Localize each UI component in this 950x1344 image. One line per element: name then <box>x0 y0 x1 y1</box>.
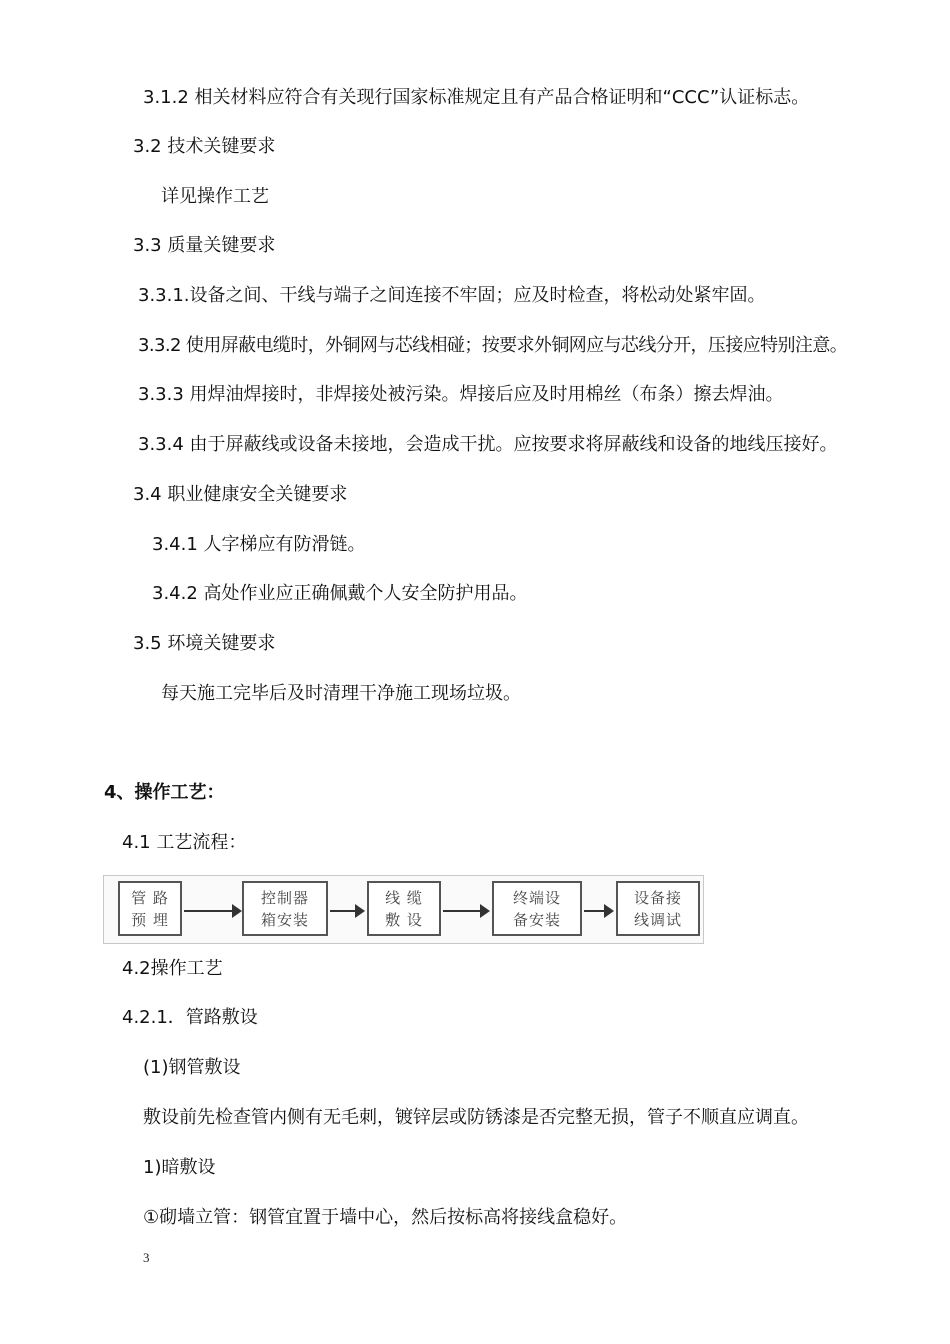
flow-step-wiring-debug: 设备接线调试 <box>616 881 700 936</box>
clause-3-3-3: 3.3.3 用焊油焊接时，非焊接处被污染。焊接后应及时用棉丝（布条）擦去焊油。 <box>138 384 784 405</box>
subheading-concealed-laying: 1)暗敷设 <box>143 1157 216 1178</box>
text-wall-riser: ①砌墙立管：钢管宜置于墙中心，然后按标高将接线盒稳好。 <box>143 1207 628 1228</box>
process-flow-diagram <box>103 875 704 944</box>
text-steel-pipe-body: 敷设前先检查管内侧有无毛刺，镀锌层或防锈漆是否完整无损，管子不顺直应调直。 <box>143 1107 809 1128</box>
text-3-5-body: 每天施工完毕后及时清理干净施工现场垃圾。 <box>161 683 521 704</box>
heading-3-2: 3.2 技术关键要求 <box>133 136 276 157</box>
clause-3-3-4: 3.3.4 由于屏蔽线或设备未接地，会造成干扰。应按要求将屏蔽线和设备的地线压接好。 <box>138 434 838 455</box>
flow-arrow <box>443 910 488 912</box>
clause-3-4-2: 3.4.2 高处作业应正确佩戴个人安全防护用品。 <box>152 583 528 604</box>
flow-arrow <box>184 910 240 912</box>
flow-step-cable-laying: 线 缆 敷 设 <box>367 881 441 936</box>
heading-3-4: 3.4 职业健康安全关键要求 <box>133 484 348 505</box>
heading-4-1: 4.1 工艺流程： <box>122 832 247 853</box>
heading-3-5: 3.5 环境关键要求 <box>133 633 276 654</box>
heading-4-2: 4.2操作工艺 <box>122 958 223 979</box>
page-number: 3 <box>143 1250 150 1265</box>
flow-step-controller-box: 控制器箱安装 <box>242 881 328 936</box>
text-3-2-body: 详见操作工艺 <box>161 186 269 207</box>
clause-3-4-1: 3.4.1 人字梯应有防滑链。 <box>152 534 366 555</box>
heading-4-2-1: 4.2.1．管路敷设 <box>122 1007 258 1028</box>
section-heading-4: 4、操作工艺： <box>104 782 225 803</box>
clause-3-1-2: 3.1.2 相关材料应符合有关现行国家标准规定且有产品合格证明和“CCC”认证标志。 <box>143 87 810 108</box>
flow-arrow <box>584 910 612 912</box>
clause-3-3-2: 3.3.2 使用屏蔽电缆时，外铜网与芯线相碰；按要求外铜网应与芯线分开，压接应特别注意。 <box>138 335 848 356</box>
subheading-steel-pipe: (1)钢管敷设 <box>143 1057 241 1078</box>
flow-step-pipe-embedding: 管 路 预 埋 <box>118 881 182 936</box>
flow-step-terminal-install: 终端设备安装 <box>492 881 582 936</box>
flow-arrow <box>330 910 363 912</box>
heading-3-3: 3.3 质量关键要求 <box>133 235 276 256</box>
clause-3-3-1: 3.3.1.设备之间、干线与端子之间连接不牢固；应及时检查，将松动处紧牢固。 <box>138 285 766 306</box>
